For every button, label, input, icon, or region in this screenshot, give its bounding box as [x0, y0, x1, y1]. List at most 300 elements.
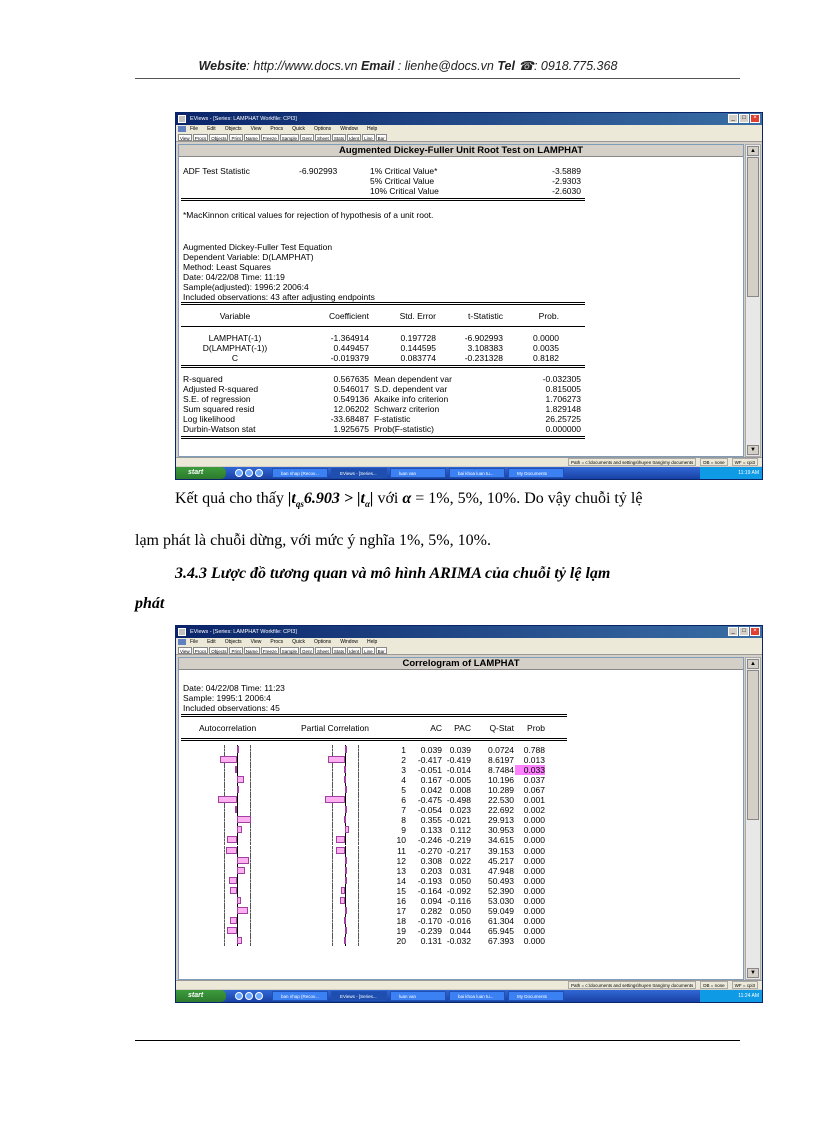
confidence-band [250, 916, 251, 926]
lag-number: 15 [396, 886, 406, 896]
taskbar-button[interactable]: luan van [390, 991, 446, 1001]
column-header: Prob [527, 723, 545, 733]
table-cell: 0.000 [523, 835, 545, 845]
freeze-button[interactable]: Freeze [262, 136, 277, 141]
table-cell: -0.116 [447, 896, 471, 906]
table-cell: 0.0724 [488, 745, 514, 755]
table-cell: -0.014 [446, 765, 471, 775]
quick-launch-icon[interactable] [255, 469, 263, 477]
correlation-bar [220, 756, 237, 763]
minimize-icon[interactable]: _ [728, 627, 738, 636]
taskbar-button[interactable]: ban nhap (Recov... [272, 468, 328, 478]
zero-axis [237, 765, 238, 775]
stat-value: 0.567635 [333, 374, 369, 384]
double-rule [181, 198, 585, 201]
footer-rule [135, 1040, 740, 1041]
table-cell: 0.033 [515, 765, 545, 775]
menu-item-file[interactable]: File [190, 126, 199, 132]
correlation-bar [345, 746, 347, 753]
status-field: Path = c:\documents and settings\huyen trang\my documents [568, 458, 696, 466]
line-button[interactable]: Line [364, 649, 373, 654]
ident-button[interactable]: Ident [349, 136, 360, 141]
table-cell: 0.000 [523, 926, 545, 936]
table-cell: 0.000 [523, 815, 545, 825]
menu-item-objects[interactable]: Objects [224, 639, 242, 645]
column-header: Partial Correlation [301, 723, 370, 733]
confidence-band [224, 846, 225, 856]
correlation-bar [345, 877, 347, 884]
lag-number: 19 [396, 926, 406, 936]
confidence-band [224, 765, 225, 775]
status-field: DB = none [700, 458, 727, 466]
table-cell: D(LAMPHAT(-1)) [202, 343, 268, 353]
equation-info: Sample(adjusted): 1996:2 2006:4 [183, 282, 309, 292]
menu-item-edit[interactable]: Edit [207, 639, 216, 645]
page-header [0, 58, 816, 73]
genr-button[interactable]: Genr [302, 136, 313, 141]
title-bar [176, 626, 762, 638]
table-cell: 29.913 [488, 815, 514, 825]
confidence-band [358, 896, 359, 906]
table-cell: 0.000 [523, 896, 545, 906]
table-cell: -0.239 [417, 926, 442, 936]
quick-launch [235, 992, 263, 1000]
scroll-thumb[interactable] [747, 157, 759, 297]
confidence-band [358, 755, 359, 765]
column-header: Autocorrelation [199, 723, 257, 733]
correlogram-info: Included observations: 45 [183, 703, 280, 713]
correlation-bar [340, 897, 345, 904]
confidence-band [250, 906, 251, 916]
confidence-band [332, 775, 333, 785]
confidence-band [250, 866, 251, 876]
confidence-band [250, 856, 251, 866]
correlation-bar [235, 766, 237, 773]
confidence-band [250, 825, 251, 835]
table-cell: 0.039 [449, 745, 471, 755]
procs-button[interactable]: Procs [194, 649, 207, 654]
column-header: Prob. [538, 311, 559, 321]
confidence-band [224, 866, 225, 876]
table-cell: 0.000 [523, 906, 545, 916]
table-cell: -0.498 [446, 795, 471, 805]
scroll-up-icon[interactable]: ▲ [747, 146, 759, 156]
equation-info: Date: 04/22/08 Time: 11:19 [183, 272, 285, 282]
menu-bar [176, 638, 762, 647]
confidence-band [250, 896, 251, 906]
confidence-band [358, 835, 359, 845]
confidence-band [250, 795, 251, 805]
stat-value: 1.925675 [333, 424, 369, 434]
stat-value: -33.68487 [330, 414, 369, 424]
freeze-button[interactable]: Freeze [262, 649, 277, 654]
taskbar-button[interactable]: bai khoa luan tu... [449, 468, 505, 478]
menu-item-quick[interactable]: Quick [292, 126, 305, 132]
menu-icon [178, 639, 186, 645]
menu-item-options[interactable]: Options [313, 639, 332, 645]
stat-label: Akaike info criterion [374, 394, 449, 404]
minimize-icon[interactable]: _ [728, 114, 738, 123]
correlation-bar [237, 937, 242, 944]
stat-value: 0.546017 [333, 384, 369, 394]
correlation-bar [237, 857, 249, 864]
menu-item-window[interactable]: Window [340, 639, 358, 645]
email-label: Email [360, 59, 395, 73]
ident-button[interactable]: Ident [349, 649, 360, 654]
zero-axis [237, 835, 238, 845]
menu-item-view[interactable]: View [250, 126, 262, 132]
double-rule [181, 738, 567, 741]
confidence-band [250, 886, 251, 896]
menu-item-help[interactable]: Help [366, 126, 378, 132]
table-cell: 0.449457 [333, 343, 369, 353]
table-cell: C [231, 353, 239, 363]
sample-button[interactable]: Sample [281, 136, 298, 141]
equation-info: Dependent Variable: D(LAMPHAT) [183, 252, 314, 262]
menu-item-view[interactable]: View [250, 639, 262, 645]
table-cell: -0.032 [446, 936, 471, 946]
correlation-bar [237, 816, 251, 823]
taskbar-button[interactable]: EViews - [Series... [331, 991, 387, 1001]
stats-button[interactable]: Stats [333, 649, 345, 654]
zero-axis [237, 876, 238, 886]
table-cell: -1.364914 [330, 333, 369, 343]
stat-value: 26.25725 [545, 414, 581, 424]
confidence-band [224, 835, 225, 845]
correlation-bar [336, 836, 345, 843]
lag-number: 2 [401, 755, 406, 765]
lag-number: 20 [396, 936, 406, 946]
confidence-band [358, 906, 359, 916]
output-heading: Augmented Dickey-Fuller Unit Root Test on LAMPHAT [179, 145, 743, 157]
zero-axis [345, 896, 346, 906]
double-rule [181, 302, 585, 305]
correlation-bar [328, 756, 345, 763]
adf-output [178, 144, 744, 457]
genr-button[interactable]: Genr [302, 649, 313, 654]
confidence-band [250, 805, 251, 815]
table-cell: -0.219 [446, 835, 471, 845]
table-cell: 0.094 [420, 896, 442, 906]
taskbar [176, 990, 762, 1002]
zero-axis [237, 795, 238, 805]
confidence-band [332, 846, 333, 856]
stat-value: -0.032305 [542, 374, 581, 384]
column-header: Q-Stat [489, 723, 514, 733]
status-field: Path = c:\documents and settings\huyen trang\my documents [568, 981, 696, 989]
confidence-band [332, 886, 333, 896]
stat-label: Prob(F-statistic) [374, 424, 434, 434]
math-tqs: |t [287, 490, 296, 507]
stats-button[interactable]: Stats [333, 136, 345, 141]
table-cell: 0.0035 [533, 343, 559, 353]
lag-number: 8 [401, 815, 406, 825]
name-button[interactable]: Name [245, 136, 258, 141]
critical-value: -3.5889 [552, 166, 581, 176]
zero-axis [345, 835, 346, 845]
vertical-scrollbar[interactable] [745, 144, 761, 457]
close-icon[interactable]: × [750, 627, 760, 636]
confidence-band [224, 926, 225, 936]
menu-item-window[interactable]: Window [340, 126, 358, 132]
correlation-bar [345, 927, 347, 934]
print-button[interactable]: Print [231, 649, 241, 654]
table-cell: 8.6197 [488, 755, 514, 765]
zero-axis [237, 755, 238, 765]
correlation-bar [218, 796, 237, 803]
correlation-bar [230, 887, 237, 894]
table-cell: 0.083774 [400, 353, 436, 363]
confidence-band [224, 876, 225, 886]
table-cell: 0.001 [523, 795, 545, 805]
table-cell: 50.493 [488, 876, 514, 886]
eviews-icon [178, 628, 186, 636]
bar-button[interactable]: Bar [377, 649, 385, 654]
correlation-bar [237, 776, 244, 783]
double-rule [181, 436, 585, 439]
table-cell: 0.000 [523, 876, 545, 886]
lag-number: 7 [401, 805, 406, 815]
confidence-band [250, 835, 251, 845]
table-cell: 0.000 [523, 916, 545, 926]
view-button[interactable]: View [180, 136, 190, 141]
taskbar-button[interactable]: bai khoa luan tu... [449, 991, 505, 1001]
menu-item-edit[interactable]: Edit [207, 126, 216, 132]
table-cell: 0.000 [523, 886, 545, 896]
eviews-window-correlogram [175, 625, 763, 1003]
table-cell: -0.092 [446, 886, 471, 896]
quick-launch-icon[interactable] [245, 992, 253, 1000]
eviews-icon [178, 115, 186, 123]
maximize-icon[interactable]: □ [739, 114, 749, 123]
confidence-band [332, 785, 333, 795]
status-bar [176, 457, 762, 466]
stat-label: Durbin-Watson stat [183, 424, 256, 434]
zero-axis [345, 846, 346, 856]
correlation-bar [235, 806, 237, 813]
table-cell: -6.902993 [464, 333, 503, 343]
confidence-band [224, 856, 225, 866]
scroll-thumb[interactable] [747, 670, 759, 820]
table-cell: 0.000 [523, 936, 545, 946]
start-button[interactable]: start [176, 467, 226, 479]
menu-bar [176, 125, 762, 134]
confidence-band [332, 765, 333, 775]
table-cell: -0.051 [417, 765, 442, 775]
correlation-bar [237, 907, 248, 914]
table-cell: 0.002 [523, 805, 545, 815]
table-cell: 0.133 [420, 825, 442, 835]
sheet-button[interactable]: Sheet [317, 136, 329, 141]
menu-item-options[interactable]: Options [313, 126, 332, 132]
equation-info: Included observations: 43 after adjusting endpoints [183, 292, 375, 302]
objects-button[interactable]: Objects [211, 649, 227, 654]
lag-number: 3 [401, 765, 406, 775]
zero-axis [237, 916, 238, 926]
bar-button[interactable]: Bar [377, 136, 385, 141]
column-header: t-Statistic [468, 311, 503, 321]
stat-label: R-squared [183, 374, 223, 384]
table-cell: 0.131 [420, 936, 442, 946]
confidence-band [332, 825, 333, 835]
table-cell: 0.8182 [533, 353, 559, 363]
scroll-down-icon[interactable]: ▼ [747, 968, 759, 978]
confidence-band [332, 745, 333, 755]
table-cell: 47.948 [488, 866, 514, 876]
column-header: Coefficient [328, 311, 369, 321]
confidence-band [358, 876, 359, 886]
taskbar-button[interactable]: My Documents [508, 991, 564, 1001]
confidence-band [358, 785, 359, 795]
website-label: Website [198, 59, 247, 73]
table-cell: 0.050 [449, 876, 471, 886]
table-cell: 0.037 [523, 775, 545, 785]
table-cell: 22.692 [488, 805, 514, 815]
clock: 11:19 AM [700, 467, 762, 479]
section-heading: 3.4.3 Lược đồ tương quan và mô hình ARIMA của chuỗi tỷ lệ lạm [175, 565, 611, 582]
confidence-band [358, 886, 359, 896]
confidence-band [358, 745, 359, 755]
table-cell: 8.7484 [488, 765, 514, 775]
header-rule [135, 78, 740, 79]
lag-number: 11 [397, 846, 406, 856]
table-cell: -0.016 [446, 916, 471, 926]
critical-value-label: 1% Critical Value* [370, 166, 438, 176]
menu-icon [178, 126, 186, 132]
table-cell: -0.164 [417, 886, 442, 896]
confidence-band [224, 936, 225, 946]
correlation-bar [344, 917, 346, 924]
quick-launch-icon[interactable] [235, 992, 243, 1000]
confidence-band [250, 785, 251, 795]
sheet-button[interactable]: Sheet [317, 649, 329, 654]
table-cell: -0.021 [446, 815, 471, 825]
table-cell: 0.044 [449, 926, 471, 936]
correlation-bar [345, 806, 347, 813]
table-cell: 0.000 [523, 846, 545, 856]
correlation-bar [344, 776, 346, 783]
confidence-band [250, 846, 251, 856]
taskbar-button[interactable]: My Documents [508, 468, 564, 478]
confidence-band [332, 896, 333, 906]
window-title: EViews - [Series: LAMPHAT Workfile: CPI3] [190, 629, 297, 635]
procs-button[interactable]: Procs [194, 136, 207, 141]
quick-launch-icon[interactable] [255, 992, 263, 1000]
correlation-bar [336, 847, 345, 854]
stat-label: Mean dependent var [374, 374, 452, 384]
status-field: DB = none [700, 981, 727, 989]
table-cell: 34.615 [488, 835, 514, 845]
menu-item-objects[interactable]: Objects [224, 126, 242, 132]
lag-number: 13 [396, 866, 406, 876]
quick-launch-icon[interactable] [245, 469, 253, 477]
correlation-bar [344, 816, 346, 823]
name-button[interactable]: Name [245, 649, 258, 654]
menu-item-help[interactable]: Help [366, 639, 378, 645]
status-bar [176, 980, 762, 989]
menu-item-procs[interactable]: Procs [270, 126, 284, 132]
confidence-band [358, 805, 359, 815]
table-cell: 53.030 [488, 896, 514, 906]
double-rule [181, 714, 567, 717]
maximize-icon[interactable]: □ [739, 627, 749, 636]
taskbar-button[interactable]: luan van [390, 468, 446, 478]
critical-value: -2.6030 [552, 186, 581, 196]
confidence-band [332, 876, 333, 886]
table-cell: 22.530 [488, 795, 514, 805]
close-icon[interactable]: × [750, 114, 760, 123]
line-button[interactable]: Line [364, 136, 373, 141]
menu-item-file[interactable]: File [190, 639, 199, 645]
start-button[interactable]: start [176, 990, 226, 1002]
menu-item-procs[interactable]: Procs [270, 639, 284, 645]
correlation-bar [345, 857, 347, 864]
correlation-bar [345, 907, 347, 914]
scroll-up-icon[interactable]: ▲ [747, 659, 759, 669]
scroll-down-icon[interactable]: ▼ [747, 445, 759, 455]
confidence-band [224, 775, 225, 785]
lag-number: 4 [401, 775, 406, 785]
table-cell: 0.013 [523, 755, 545, 765]
sample-button[interactable]: Sample [281, 649, 298, 654]
column-header: Variable [219, 311, 251, 321]
lag-number: 17 [396, 906, 406, 916]
quick-launch [235, 469, 263, 477]
confidence-band [358, 795, 359, 805]
table-cell: 0.000 [523, 866, 545, 876]
table-cell: 0.0000 [533, 333, 559, 343]
lag-number: 9 [401, 825, 406, 835]
correlation-bar [237, 897, 241, 904]
confidence-band [250, 745, 251, 755]
confidence-band [358, 775, 359, 785]
correlation-bar [325, 796, 345, 803]
correlation-bar [226, 847, 237, 854]
view-button[interactable]: View [180, 649, 190, 654]
zero-axis [345, 886, 346, 896]
confidence-band [224, 815, 225, 825]
confidence-band [358, 866, 359, 876]
table-cell: -0.193 [417, 876, 442, 886]
confidence-band [358, 856, 359, 866]
correlation-bar [227, 836, 237, 843]
taskbar-button[interactable]: EViews - [Series... [331, 468, 387, 478]
print-button[interactable]: Print [231, 136, 241, 141]
taskbar [176, 467, 762, 479]
table-cell: LAMPHAT(-1) [208, 333, 262, 343]
stat-value: 0.549136 [333, 394, 369, 404]
correlogram-info: Sample: 1995:1 2006:4 [183, 693, 271, 703]
table-cell: 10.196 [488, 775, 514, 785]
table-cell: 52.390 [488, 886, 514, 896]
double-rule [181, 365, 585, 368]
table-cell: 0.308 [420, 856, 442, 866]
zero-axis [237, 805, 238, 815]
correlogram-output [178, 657, 744, 980]
vertical-scrollbar[interactable] [745, 657, 761, 980]
correlation-bar [345, 867, 347, 874]
confidence-band [358, 926, 359, 936]
quick-launch-icon[interactable] [235, 469, 243, 477]
stat-value: 1.706273 [545, 394, 581, 404]
table-cell: -0.419 [446, 755, 471, 765]
table-cell: -0.270 [417, 846, 442, 856]
taskbar-button[interactable]: ban nhap (Recov... [272, 991, 328, 1001]
table-cell: 45.217 [488, 856, 514, 866]
confidence-band [250, 755, 251, 765]
objects-button[interactable]: Objects [211, 136, 227, 141]
menu-item-quick[interactable]: Quick [292, 639, 305, 645]
